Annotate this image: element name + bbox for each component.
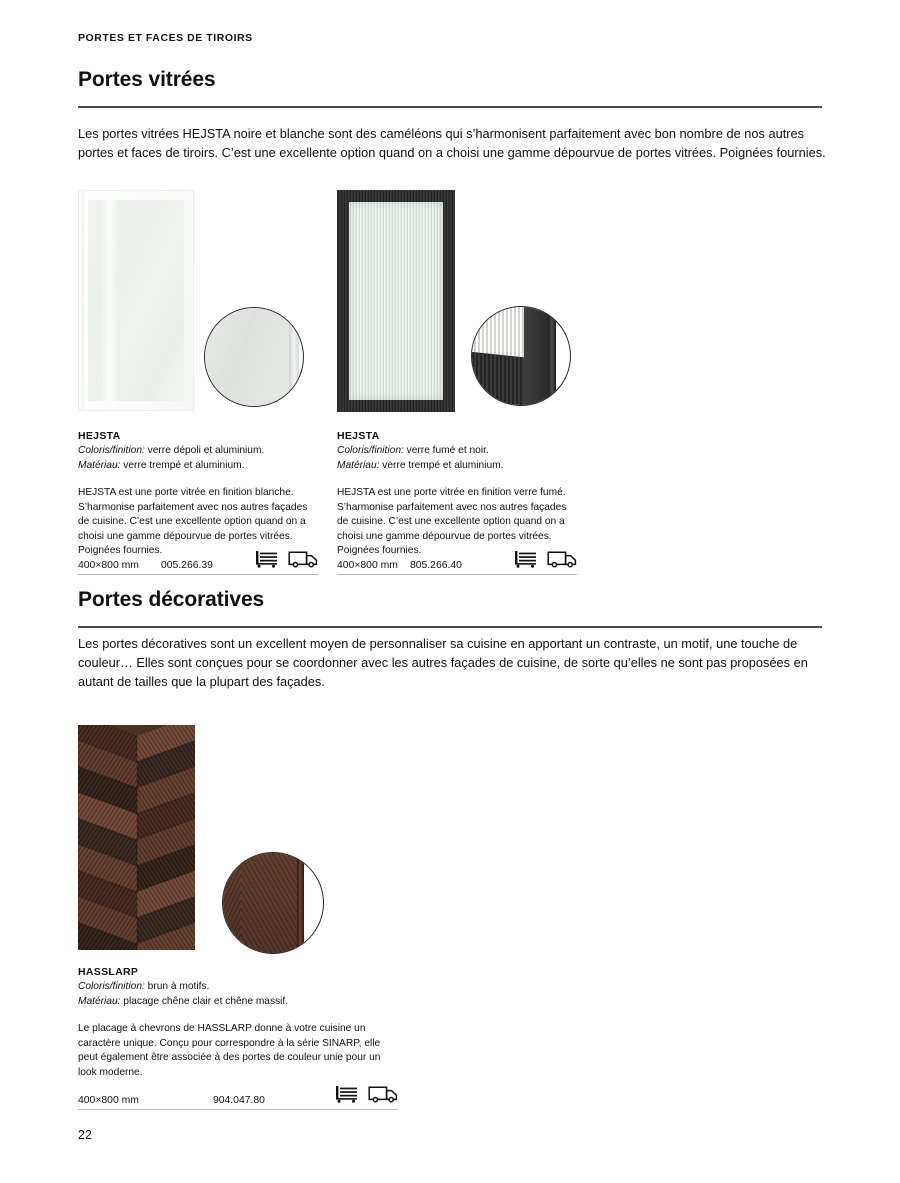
product-specs	[337, 444, 577, 473]
finish-value: brun à motifs.	[144, 981, 210, 992]
finish-value: verre dépoli et aluminium.	[144, 445, 265, 456]
product-description: HEJSTA est une porte vitrée en finition verre fumé. S’harmonise parfaitement avec nos autres façades de cuisine. C’est une excellente option quand on a choisi une gamme dépourvue de portes vitrées. Poignées fournies.	[337, 487, 567, 556]
door-frame	[337, 190, 455, 412]
delivery-icons	[335, 1085, 398, 1106]
product-article-number: 005.266.39	[160, 560, 213, 571]
door-edge-highlight	[79, 191, 84, 410]
finish-label: Coloris/finition:	[337, 445, 404, 456]
detail-panel-edge	[289, 307, 299, 407]
flatpack-icon	[514, 550, 540, 571]
detail-wood-face-right	[241, 852, 301, 954]
product-description: HEJSTA est une porte vitrée en finition blanche. S’harmonise parfaitement avec nos autres façades de cuisine. C’est une excellente option quand on a choisi une gamme dépourvue de portes vitrées. Poignées fournies.	[78, 487, 308, 556]
detail-circle-hasslarp	[222, 852, 324, 954]
product-order-row-0	[78, 550, 318, 575]
detail-wood-edge	[297, 852, 304, 954]
product-image-hasslarp	[78, 725, 195, 950]
product-caption-0	[78, 430, 318, 559]
material-value: verre trempé et aluminium.	[120, 459, 245, 471]
detail-post-edge	[548, 306, 556, 406]
delivery-icons	[255, 550, 318, 571]
product-article-number: 805.266.40	[409, 560, 462, 571]
door-frame	[78, 190, 194, 411]
section-title-portes-decoratives: Portes décoratives	[78, 588, 265, 611]
flatpack-icon	[255, 550, 281, 571]
material-label: Matériau:	[78, 995, 121, 1007]
detail-circle-hejsta-black	[471, 306, 571, 406]
detail-circle-hejsta-white	[204, 307, 304, 407]
detail-panel-face	[204, 307, 291, 407]
product-dimension: 400×800 mm	[337, 560, 398, 571]
product-specs	[78, 980, 388, 1009]
material-label: Matériau:	[337, 459, 380, 471]
page-kicker: PORTES ET FACES DE TIROIRS	[78, 32, 253, 44]
detail-dark-post	[524, 306, 550, 406]
product-specs	[78, 444, 318, 473]
product-dimension: 400×800 mm	[78, 560, 139, 571]
product-name: HEJSTA	[337, 430, 380, 442]
finish-label: Coloris/finition:	[78, 445, 145, 456]
product-article-number: 904.047.80	[212, 1095, 265, 1106]
page-number: 22	[78, 1128, 92, 1142]
product-order-row-1	[337, 550, 577, 575]
product-dimension: 400×800 mm	[78, 1095, 139, 1106]
material-label: Matériau:	[78, 459, 121, 471]
delivery-icons	[514, 550, 577, 571]
section-intro-portes-vitrees: Les portes vitrées HEJSTA noire et blanche sont des caméléons qui s’harmonisent parfaitement avec bon nombre de nos autres portes et faces de tiroirs. C’est une excellente option quand on a choisi une gamme dépourvue de portes vitrées. Poignées fournies.	[78, 126, 826, 160]
section-title-portes-vitrees: Portes vitrées	[78, 68, 216, 91]
material-value: verre trempé et aluminium.	[379, 459, 504, 471]
section-divider-2	[78, 626, 822, 628]
product-image-hejsta-white	[78, 190, 194, 411]
truck-icon	[547, 550, 577, 571]
product-name: HASSLARP	[78, 966, 139, 978]
finish-label: Coloris/finition:	[78, 981, 145, 992]
product-caption-2	[78, 966, 388, 1080]
product-order-row-2	[78, 1085, 398, 1110]
truck-icon	[368, 1085, 398, 1106]
finish-value: verre fumé et noir.	[403, 445, 489, 456]
material-value: placage chêne clair et chêne massif.	[120, 995, 289, 1007]
product-caption-1	[337, 430, 577, 559]
door-glass-panel	[88, 200, 184, 401]
product-description: Le placage à chevrons de HASSLARP donne à votre cuisine un caractère unique. Conçu pour correspondre à la série SINARP, elle peut également être associée à des portes de couleur unie pour un look moderne.	[78, 1023, 381, 1078]
flatpack-icon	[335, 1085, 361, 1106]
product-name: HEJSTA	[78, 430, 121, 442]
product-image-hejsta-black	[337, 190, 455, 412]
truck-icon	[288, 550, 318, 571]
section-divider-1	[78, 106, 822, 108]
section-intro-portes-decoratives: Les portes décoratives sont un excellent moyen de personnaliser sa cuisine en apportant un contraste, un motif, une touche de couleur… Elles sont conçues pour se coordonner avec les autres façades de cuisine, de sorte qu’elles ne sont pas proposées en autant de tailles que la plupart des façades.	[78, 636, 808, 689]
door-glass-panel	[349, 202, 443, 400]
